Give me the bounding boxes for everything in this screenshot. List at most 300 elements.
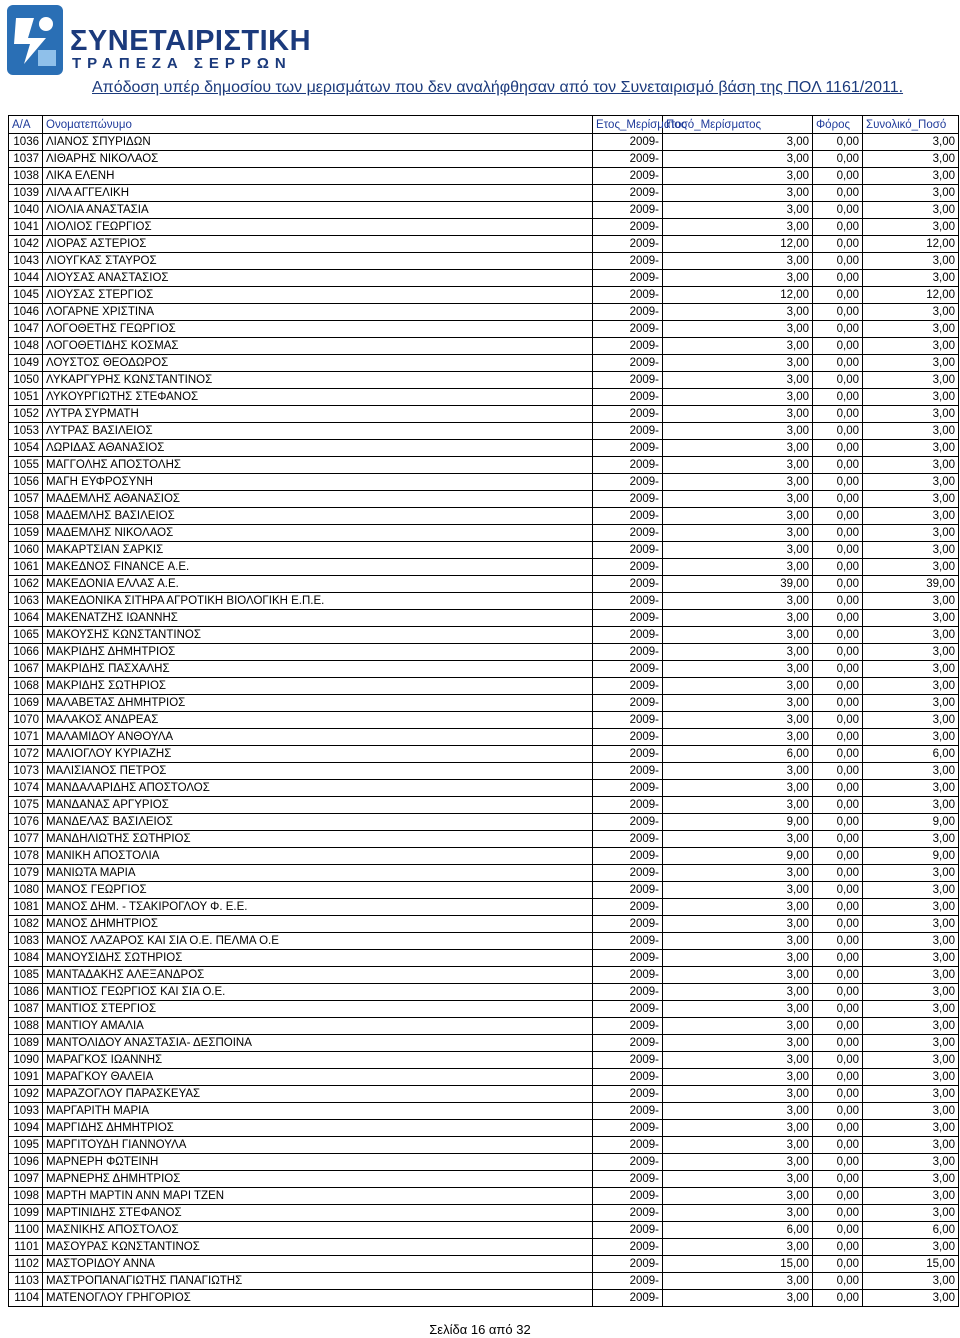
table-row [9, 219, 959, 236]
table-row [9, 695, 959, 712]
tax-amount: 0,00 [813, 236, 863, 253]
dividend-year: 2009- [593, 134, 663, 151]
member-name: ΛΩΡΙΔΑΣ ΑΘΑΝΑΣΙΟΣ [43, 440, 593, 457]
column-header-amount: Ποσό_Μερίσματος [663, 116, 813, 134]
table-row [9, 950, 959, 967]
total-amount: 12,00 [863, 287, 959, 304]
total-amount: 3,00 [863, 440, 959, 457]
member-name: ΜΑΛΑΒΕΤΑΣ ΔΗΜΗΤΡΙΟΣ [43, 695, 593, 712]
member-name: ΜΑΣΟΥΡΑΣ ΚΩΝΣΤΑΝΤΙΝΟΣ [43, 1239, 593, 1256]
dividend-year: 2009- [593, 389, 663, 406]
dividend-year: 2009- [593, 474, 663, 491]
table-row [9, 780, 959, 797]
total-amount: 3,00 [863, 1273, 959, 1290]
table-row [9, 1137, 959, 1154]
total-amount: 3,00 [863, 695, 959, 712]
member-name: ΛΟΓΑΡΝΕ ΧΡΙΣΤΙΝΑ [43, 304, 593, 321]
tax-amount: 0,00 [813, 814, 863, 831]
dividend-year: 2009- [593, 848, 663, 865]
tax-amount: 0,00 [813, 797, 863, 814]
row-number: 1104 [9, 1290, 43, 1307]
table-row [9, 678, 959, 695]
dividend-year: 2009- [593, 1239, 663, 1256]
table-row [9, 848, 959, 865]
dividend-amount: 3,00 [663, 797, 813, 814]
row-number: 1101 [9, 1239, 43, 1256]
dividend-year: 2009- [593, 219, 663, 236]
dividend-year: 2009- [593, 1052, 663, 1069]
dividend-amount: 3,00 [663, 729, 813, 746]
member-name: ΛΙΟΛΙΟΣ ΓΕΩΡΓΙΟΣ [43, 219, 593, 236]
dividend-year: 2009- [593, 457, 663, 474]
total-amount: 3,00 [863, 712, 959, 729]
row-number: 1071 [9, 729, 43, 746]
table-row [9, 559, 959, 576]
dividend-year: 2009- [593, 1103, 663, 1120]
dividend-year: 2009- [593, 1035, 663, 1052]
dividend-year: 2009- [593, 1188, 663, 1205]
table-row [9, 814, 959, 831]
dividend-year: 2009- [593, 1120, 663, 1137]
dividend-amount: 3,00 [663, 457, 813, 474]
row-number: 1078 [9, 848, 43, 865]
member-name: ΜΑΝΤΙΟΣ ΣΤΕΡΓΙΟΣ [43, 1001, 593, 1018]
member-name: ΜΑΚΕΝΑΤΖΗΣ ΙΩΑΝΝΗΣ [43, 610, 593, 627]
tax-amount: 0,00 [813, 219, 863, 236]
table-row [9, 1273, 959, 1290]
table-row [9, 1035, 959, 1052]
table-row [9, 1120, 959, 1137]
member-name: ΜΑΝΟΣ ΛΑΖΑΡΟΣ ΚΑΙ ΣΙΑ Ο.Ε. ΠΕΛΜΑ Ο.Ε [43, 933, 593, 950]
row-number: 1059 [9, 525, 43, 542]
table-row [9, 661, 959, 678]
total-amount: 3,00 [863, 1018, 959, 1035]
dividend-year: 2009- [593, 695, 663, 712]
row-number: 1066 [9, 644, 43, 661]
tax-amount: 0,00 [813, 916, 863, 933]
member-name: ΛΥΚΟΥΡΓΙΩΤΗΣ ΣΤΕΦΑΝΟΣ [43, 389, 593, 406]
row-number: 1074 [9, 780, 43, 797]
row-number: 1083 [9, 933, 43, 950]
dividend-year: 2009- [593, 678, 663, 695]
row-number: 1054 [9, 440, 43, 457]
total-amount: 3,00 [863, 338, 959, 355]
member-name: ΛΥΤΡΑ ΣΥΡΜΑΤΗ [43, 406, 593, 423]
row-number: 1044 [9, 270, 43, 287]
row-number: 1062 [9, 576, 43, 593]
member-name: ΜΑΔΕΜΛΗΣ ΝΙΚΟΛΑΟΣ [43, 525, 593, 542]
row-number: 1096 [9, 1154, 43, 1171]
dividend-amount: 3,00 [663, 865, 813, 882]
dividend-amount: 3,00 [663, 134, 813, 151]
document-subtitle: Απόδοση υπέρ δημοσίου των μερισμάτων που δεν αναλήφθησαν από τον Συνεταιρισμό βάση της ΠΟΛ 1161/2011. [92, 79, 904, 96]
total-amount: 3,00 [863, 491, 959, 508]
dividend-amount: 3,00 [663, 372, 813, 389]
dividend-year: 2009- [593, 287, 663, 304]
column-header-year: Ετος_Μερίσματος [593, 116, 663, 134]
tax-amount: 0,00 [813, 1273, 863, 1290]
dividend-amount: 3,00 [663, 355, 813, 372]
member-name: ΜΑΝΟΣ ΔΗΜΗΤΡΙΟΣ [43, 916, 593, 933]
tax-amount: 0,00 [813, 712, 863, 729]
table-row [9, 746, 959, 763]
tax-amount: 0,00 [813, 780, 863, 797]
dividend-year: 2009- [593, 729, 663, 746]
dividend-year: 2009- [593, 270, 663, 287]
tax-amount: 0,00 [813, 865, 863, 882]
row-number: 1094 [9, 1120, 43, 1137]
table-row [9, 1052, 959, 1069]
dividend-year: 2009- [593, 542, 663, 559]
dividend-amount: 3,00 [663, 916, 813, 933]
table-row [9, 491, 959, 508]
table-row [9, 1154, 959, 1171]
table-row [9, 1018, 959, 1035]
dividend-amount: 3,00 [663, 338, 813, 355]
row-number: 1086 [9, 984, 43, 1001]
member-name: ΜΑΚΟΥΣΗΣ ΚΩΝΣΤΑΝΤΙΝΟΣ [43, 627, 593, 644]
row-number: 1075 [9, 797, 43, 814]
total-amount: 3,00 [863, 916, 959, 933]
tax-amount: 0,00 [813, 848, 863, 865]
total-amount: 3,00 [863, 950, 959, 967]
table-row [9, 236, 959, 253]
table-row [9, 1086, 959, 1103]
tax-amount: 0,00 [813, 1154, 863, 1171]
dividend-year: 2009- [593, 1137, 663, 1154]
dividend-amount: 3,00 [663, 1001, 813, 1018]
member-name: ΜΑΡΓΙΔΗΣ ΔΗΜΗΤΡΙΟΣ [43, 1120, 593, 1137]
dividend-year: 2009- [593, 168, 663, 185]
dividend-amount: 3,00 [663, 1069, 813, 1086]
tax-amount: 0,00 [813, 355, 863, 372]
dividend-year: 2009- [593, 1001, 663, 1018]
tax-amount: 0,00 [813, 933, 863, 950]
row-number: 1039 [9, 185, 43, 202]
dividend-year: 2009- [593, 899, 663, 916]
total-amount: 3,00 [863, 882, 959, 899]
dividend-amount: 39,00 [663, 576, 813, 593]
tax-amount: 0,00 [813, 729, 863, 746]
row-number: 1092 [9, 1086, 43, 1103]
member-name: ΜΑΚΡΙΔΗΣ ΣΩΤΗΡΙΟΣ [43, 678, 593, 695]
member-name: ΜΑΡΓΑΡΙΤΗ ΜΑΡΙΑ [43, 1103, 593, 1120]
dividend-year: 2009- [593, 831, 663, 848]
total-amount: 3,00 [863, 219, 959, 236]
tax-amount: 0,00 [813, 440, 863, 457]
member-name: ΛΙΑΝΟΣ ΣΠΥΡΙΔΩΝ [43, 134, 593, 151]
dividend-amount: 3,00 [663, 1154, 813, 1171]
row-number: 1085 [9, 967, 43, 984]
row-number: 1036 [9, 134, 43, 151]
member-name: ΛΥΚΑΡΓΥΡΗΣ ΚΩΝΣΤΑΝΤΙΝΟΣ [43, 372, 593, 389]
table-row [9, 440, 959, 457]
dividend-year: 2009- [593, 253, 663, 270]
tax-amount: 0,00 [813, 1137, 863, 1154]
dividend-year: 2009- [593, 984, 663, 1001]
tax-amount: 0,00 [813, 406, 863, 423]
dividend-amount: 3,00 [663, 1188, 813, 1205]
tax-amount: 0,00 [813, 508, 863, 525]
total-amount: 3,00 [863, 185, 959, 202]
total-amount: 3,00 [863, 831, 959, 848]
member-name: ΛΥΤΡΑΣ ΒΑΣΙΛΕΙΟΣ [43, 423, 593, 440]
tax-amount: 0,00 [813, 1103, 863, 1120]
total-amount: 9,00 [863, 848, 959, 865]
row-number: 1065 [9, 627, 43, 644]
total-amount: 3,00 [863, 321, 959, 338]
total-amount: 3,00 [863, 1086, 959, 1103]
row-number: 1087 [9, 1001, 43, 1018]
total-amount: 3,00 [863, 134, 959, 151]
row-number: 1095 [9, 1137, 43, 1154]
row-number: 1091 [9, 1069, 43, 1086]
row-number: 1055 [9, 457, 43, 474]
dividend-year: 2009- [593, 661, 663, 678]
tax-amount: 0,00 [813, 253, 863, 270]
row-number: 1077 [9, 831, 43, 848]
dividend-amount: 3,00 [663, 967, 813, 984]
table-row [9, 151, 959, 168]
total-amount: 3,00 [863, 797, 959, 814]
table-row [9, 406, 959, 423]
tax-amount: 0,00 [813, 763, 863, 780]
tax-amount: 0,00 [813, 270, 863, 287]
dividend-year: 2009- [593, 1154, 663, 1171]
dividend-amount: 3,00 [663, 882, 813, 899]
member-name: ΛΟΓΟΘΕΤΙΔΗΣ ΚΟΣΜΑΣ [43, 338, 593, 355]
dividend-amount: 3,00 [663, 763, 813, 780]
member-name: ΜΑΝΔΑΛΑΡΙΔΗΣ ΑΠΟΣΤΟΛΟΣ [43, 780, 593, 797]
member-name: ΜΑΝΔΑΝΑΣ ΑΡΓΥΡΙΟΣ [43, 797, 593, 814]
member-name: ΜΑΚΕΔΝΟΣ FINANCE Α.Ε. [43, 559, 593, 576]
member-name: ΜΑΚΡΙΔΗΣ ΔΗΜΗΤΡΙΟΣ [43, 644, 593, 661]
tax-amount: 0,00 [813, 882, 863, 899]
row-number: 1042 [9, 236, 43, 253]
table-row [9, 321, 959, 338]
dividend-amount: 3,00 [663, 678, 813, 695]
dividend-amount: 3,00 [663, 491, 813, 508]
dividend-amount: 3,00 [663, 1239, 813, 1256]
dividend-amount: 3,00 [663, 440, 813, 457]
table-row [9, 627, 959, 644]
dividend-amount: 3,00 [663, 304, 813, 321]
member-name: ΜΑΝΤΟΛΙΔΟΥ ΑΝΑΣΤΑΣΙΑ- ΔΕΣΠΟΙΝΑ [43, 1035, 593, 1052]
total-amount: 3,00 [863, 1290, 959, 1307]
tax-amount: 0,00 [813, 304, 863, 321]
tax-amount: 0,00 [813, 287, 863, 304]
dividend-amount: 12,00 [663, 236, 813, 253]
tax-amount: 0,00 [813, 678, 863, 695]
row-number: 1063 [9, 593, 43, 610]
table-row [9, 729, 959, 746]
total-amount: 39,00 [863, 576, 959, 593]
member-name: ΛΙΛΑ ΑΓΓΕΛΙΚΗ [43, 185, 593, 202]
row-number: 1093 [9, 1103, 43, 1120]
total-amount: 3,00 [863, 270, 959, 287]
table-row [9, 644, 959, 661]
dividend-amount: 3,00 [663, 831, 813, 848]
row-number: 1084 [9, 950, 43, 967]
tax-amount: 0,00 [813, 899, 863, 916]
table-row [9, 712, 959, 729]
tax-amount: 0,00 [813, 831, 863, 848]
tax-amount: 0,00 [813, 1239, 863, 1256]
table-row [9, 287, 959, 304]
dividend-amount: 3,00 [663, 1086, 813, 1103]
dividend-amount: 3,00 [663, 508, 813, 525]
member-name: ΜΑΓΗ ΕΥΦΡΟΣΥΝΗ [43, 474, 593, 491]
dividend-year: 2009- [593, 1086, 663, 1103]
total-amount: 3,00 [863, 1052, 959, 1069]
member-name: ΜΑΡΑΓΚΟΥ ΘΑΛΕΙΑ [43, 1069, 593, 1086]
row-number: 1098 [9, 1188, 43, 1205]
dividend-amount: 3,00 [663, 1052, 813, 1069]
row-number: 1097 [9, 1171, 43, 1188]
dividend-year: 2009- [593, 1018, 663, 1035]
total-amount: 3,00 [863, 423, 959, 440]
dividend-amount: 12,00 [663, 287, 813, 304]
total-amount: 6,00 [863, 1222, 959, 1239]
dividend-year: 2009- [593, 508, 663, 525]
tax-amount: 0,00 [813, 1018, 863, 1035]
dividend-year: 2009- [593, 576, 663, 593]
row-number: 1102 [9, 1256, 43, 1273]
table-row [9, 542, 959, 559]
tax-amount: 0,00 [813, 644, 863, 661]
tax-amount: 0,00 [813, 695, 863, 712]
total-amount: 3,00 [863, 1035, 959, 1052]
dividend-year: 2009- [593, 1273, 663, 1290]
total-amount: 3,00 [863, 1171, 959, 1188]
total-amount: 3,00 [863, 610, 959, 627]
table-row [9, 372, 959, 389]
dividend-amount: 3,00 [663, 542, 813, 559]
tax-amount: 0,00 [813, 576, 863, 593]
table-row [9, 1222, 959, 1239]
row-number: 1067 [9, 661, 43, 678]
tax-amount: 0,00 [813, 321, 863, 338]
column-header-aa: Α/Α [9, 116, 43, 134]
total-amount: 3,00 [863, 865, 959, 882]
dividend-amount: 3,00 [663, 185, 813, 202]
row-number: 1043 [9, 253, 43, 270]
tax-amount: 0,00 [813, 202, 863, 219]
member-name: ΜΑΣΤΟΡΙΔΟΥ ΑΝΝΑ [43, 1256, 593, 1273]
total-amount: 3,00 [863, 389, 959, 406]
table-row [9, 967, 959, 984]
tax-amount: 0,00 [813, 1290, 863, 1307]
row-number: 1080 [9, 882, 43, 899]
member-name: ΛΙΟΡΑΣ ΑΣΤΕΡΙΟΣ [43, 236, 593, 253]
member-name: ΜΑΝΔΕΛΑΣ ΒΑΣΙΛΕΙΟΣ [43, 814, 593, 831]
dividend-amount: 3,00 [663, 899, 813, 916]
dividend-amount: 3,00 [663, 644, 813, 661]
tax-amount: 0,00 [813, 661, 863, 678]
member-name: ΛΙΟΥΣΑΣ ΣΤΕΡΓΙΟΣ [43, 287, 593, 304]
dividend-year: 2009- [593, 1290, 663, 1307]
member-name: ΜΑΝΙΚΗ ΑΠΟΣΤΟΛΙΑ [43, 848, 593, 865]
dividend-amount: 3,00 [663, 1120, 813, 1137]
total-amount: 3,00 [863, 304, 959, 321]
row-number: 1073 [9, 763, 43, 780]
total-amount: 3,00 [863, 1137, 959, 1154]
row-number: 1052 [9, 406, 43, 423]
dividend-year: 2009- [593, 933, 663, 950]
member-name: ΜΑΣΤΡΟΠΑΝΑΓΙΩΤΗΣ ΠΑΝΑΓΙΩΤΗΣ [43, 1273, 593, 1290]
dividend-amount: 3,00 [663, 270, 813, 287]
total-amount: 3,00 [863, 202, 959, 219]
member-name: ΛΙΟΛΙΑ ΑΝΑΣΤΑΣΙΑ [43, 202, 593, 219]
dividend-year: 2009- [593, 559, 663, 576]
row-number: 1061 [9, 559, 43, 576]
tax-amount: 0,00 [813, 474, 863, 491]
member-name: ΜΑΡΑΓΚΟΣ ΙΩΑΝΝΗΣ [43, 1052, 593, 1069]
table-row [9, 1103, 959, 1120]
tax-amount: 0,00 [813, 950, 863, 967]
tax-amount: 0,00 [813, 1086, 863, 1103]
member-name: ΜΑΝΤΙΟΣ ΓΕΩΡΓΙΟΣ ΚΑΙ ΣΙΑ Ο.Ε. [43, 984, 593, 1001]
dividend-year: 2009- [593, 423, 663, 440]
tax-amount: 0,00 [813, 967, 863, 984]
member-name: ΜΑΝΤΑΔΑΚΗΣ ΑΛΕΞΑΝΔΡΟΣ [43, 967, 593, 984]
dividend-year: 2009- [593, 440, 663, 457]
row-number: 1045 [9, 287, 43, 304]
total-amount: 3,00 [863, 1205, 959, 1222]
member-name: ΜΑΡΤΙΝΙΔΗΣ ΣΤΕΦΑΝΟΣ [43, 1205, 593, 1222]
row-number: 1100 [9, 1222, 43, 1239]
table-row [9, 1188, 959, 1205]
member-name: ΜΑΚΡΙΔΗΣ ΠΑΣΧΑΛΗΣ [43, 661, 593, 678]
row-number: 1047 [9, 321, 43, 338]
dividend-amount: 6,00 [663, 746, 813, 763]
member-name: ΜΑΡΓΙΤΟΥΔΗ ΓΙΑΝΝΟΥΛΑ [43, 1137, 593, 1154]
bank-subname: ΤΡΑΠΕΖΑ ΣΕΡΡΩΝ [72, 55, 292, 72]
member-name: ΜΑΡΑΖΟΓΛΟΥ ΠΑΡΑΣΚΕΥΑΣ [43, 1086, 593, 1103]
table-row [9, 1001, 959, 1018]
dividend-year: 2009- [593, 746, 663, 763]
tax-amount: 0,00 [813, 1205, 863, 1222]
dividend-amount: 3,00 [663, 423, 813, 440]
dividend-amount: 15,00 [663, 1256, 813, 1273]
table-row [9, 865, 959, 882]
total-amount: 3,00 [863, 253, 959, 270]
member-name: ΜΑΝΙΩΤΑ ΜΑΡΙΑ [43, 865, 593, 882]
dividend-year: 2009- [593, 151, 663, 168]
dividend-amount: 3,00 [663, 695, 813, 712]
dividend-amount: 3,00 [663, 151, 813, 168]
page-number: Σελίδα 16 από 32 [429, 1322, 531, 1337]
row-number: 1048 [9, 338, 43, 355]
tax-amount: 0,00 [813, 457, 863, 474]
table-row [9, 134, 959, 151]
dividend-amount: 3,00 [663, 661, 813, 678]
tax-amount: 0,00 [813, 1001, 863, 1018]
dividend-amount: 3,00 [663, 610, 813, 627]
bank-logo-icon [6, 4, 64, 76]
table-row [9, 1069, 959, 1086]
table-row [9, 593, 959, 610]
table-row [9, 797, 959, 814]
dividend-amount: 3,00 [663, 1290, 813, 1307]
tax-amount: 0,00 [813, 1052, 863, 1069]
tax-amount: 0,00 [813, 1222, 863, 1239]
table-row [9, 1290, 959, 1307]
total-amount: 3,00 [863, 1103, 959, 1120]
row-number: 1079 [9, 865, 43, 882]
table-row [9, 1256, 959, 1273]
table-row [9, 933, 959, 950]
